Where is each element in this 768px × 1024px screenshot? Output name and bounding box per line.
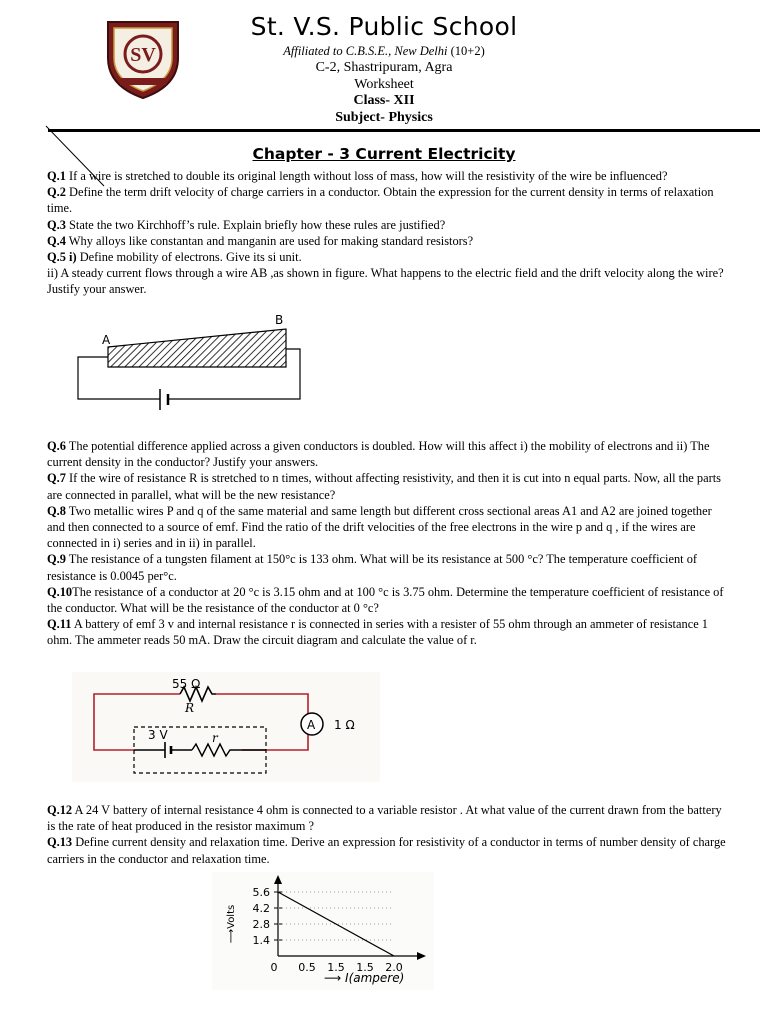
questions-block-3 — [47, 802, 727, 867]
affiliation: Affiliated to C.B.S.E., New Delhi (10+2) — [283, 44, 485, 58]
resistor-value: 55 Ω — [172, 677, 201, 691]
question-13: Q.13 Define current density and relaxation time. Derive an expression for resistivity of a conductor in terms of number density of charge carriers in the conductor and relaxation time. — [47, 835, 726, 866]
question-10: Q.10The resistance of a conductor at 20 °c is 3.15 ohm and at 100 °c is 3.75 ohm. Determine the temperature coefficient of resistance of the conductor. What will be the resistance of the conductor at 0 °c? — [47, 584, 724, 616]
battery-emf: 3 V — [148, 728, 168, 742]
subject-label: Subject- Physics — [335, 110, 433, 125]
question-5-part-2: ii) A steady current flows through a wire AB ,as shown in figure. What happens to the electric field and the drift velocity along the wire? Justify your answer. — [47, 266, 724, 297]
x-tick-label: 1.5 — [327, 961, 345, 974]
question-8: Q.8 Two metallic wires P and q of the same material and same length but different cross sectional areas A1 and A2 are joined together and then connected to a source of emf. Find the ratio of the drift velocities of the free electrons in the wire p and q , if the wires are connected in i) series and in ii) in parallel. — [47, 503, 712, 551]
school-address: C-2, Shastripuram, Agra — [315, 60, 453, 75]
question-5: Q.5 i) Define mobility of electrons. Give its si unit. — [47, 250, 302, 265]
label-b: B — [275, 313, 284, 327]
school-name: St. V.S. Public School — [250, 12, 518, 41]
x-tick-label: 1.5 — [356, 961, 374, 974]
y-tick-label: 4.2 — [252, 902, 270, 915]
resistor-name: R — [185, 701, 195, 715]
y-tick-label: 2.8 — [252, 918, 270, 931]
questions-block-1 — [47, 168, 727, 298]
label-a: A — [102, 333, 111, 347]
questions-block-2 — [47, 438, 727, 649]
question-7: Q.7 If the wire of resistance R is stretched to n times, without affecting resistivity, and then it is cut into n equal parts. Now, all the parts are connected in parallel, what will be the new resistance? — [47, 471, 721, 502]
question-6: Q.6 The potential difference applied across a given conductors is doubled. How will this affect i) the mobility of electrons and ii) The current density in the conductor? Justify your answers. — [47, 439, 710, 470]
x-tick-label: 0.5 — [298, 961, 316, 974]
question-2: Q.2 Define the term drift velocity of charge carriers in a conductor. Obtain the expression for the current density in terms of relaxation time. — [47, 185, 714, 216]
ammeter-value: 1 Ω — [334, 718, 355, 732]
ammeter-symbol: A — [307, 718, 316, 732]
x-tick-label: 0 — [270, 961, 278, 974]
question-9: Q.9 The resistance of a tungsten filament at 150°c is 133 ohm. What will be its resistance at 500 °c? The temperature coefficient of resistance is 0.0045 per°c. — [47, 552, 698, 583]
tapered-conductor — [108, 329, 286, 367]
x-tick-label: 2.0 — [385, 961, 403, 974]
question-1: Q.1 If a wire is stretched to double its original length without loss of mass, how will the resistivity of the wire be influenced? — [47, 169, 668, 183]
figure-vi-graph — [212, 872, 434, 990]
class-label: Class- XII — [353, 93, 415, 108]
y-axis-arrow-glyph: ⟶ — [226, 928, 237, 944]
figure-circuit — [72, 672, 380, 782]
question-12: Q.12 A 24 V battery of internal resistance 4 ohm is connected to a variable resistor . At what value of the current drawn from the battery is the rate of heat produced in the resistor maximum ? — [47, 803, 722, 834]
x-axis-arrow-glyph: ⟶ — [324, 971, 342, 985]
y-tick-label: 5.6 — [252, 886, 270, 899]
school-logo — [100, 16, 186, 100]
internal-r-label: r — [212, 731, 218, 745]
chapter-title: Chapter - 3 Current Electricity — [252, 145, 516, 163]
logo-initials: SV — [130, 44, 156, 66]
y-tick-label: 1.4 — [252, 934, 270, 947]
header-rule — [48, 129, 760, 132]
figure-tapered-wire — [68, 310, 310, 414]
question-4: Q.4 Why alloys like constantan and manganin are used for making standard resistors? — [47, 233, 474, 248]
question-3: Q.3 State the two Kirchhoff’s rule. Explain briefly how these rules are justified? — [47, 217, 446, 232]
question-11: Q.11 A battery of emf 3 v and internal resistance r is connected in series with a resister of 55 ohm through an ammeter of resistance 1 ohm. The ammeter reads 50 mA. Draw the circuit diagram and calculate the value of r. — [47, 617, 708, 648]
document-type: Worksheet — [354, 77, 414, 92]
y-axis-label: ⟶Volts — [226, 904, 237, 944]
x-axis-label: ⟶ I(ampere) — [324, 971, 405, 985]
